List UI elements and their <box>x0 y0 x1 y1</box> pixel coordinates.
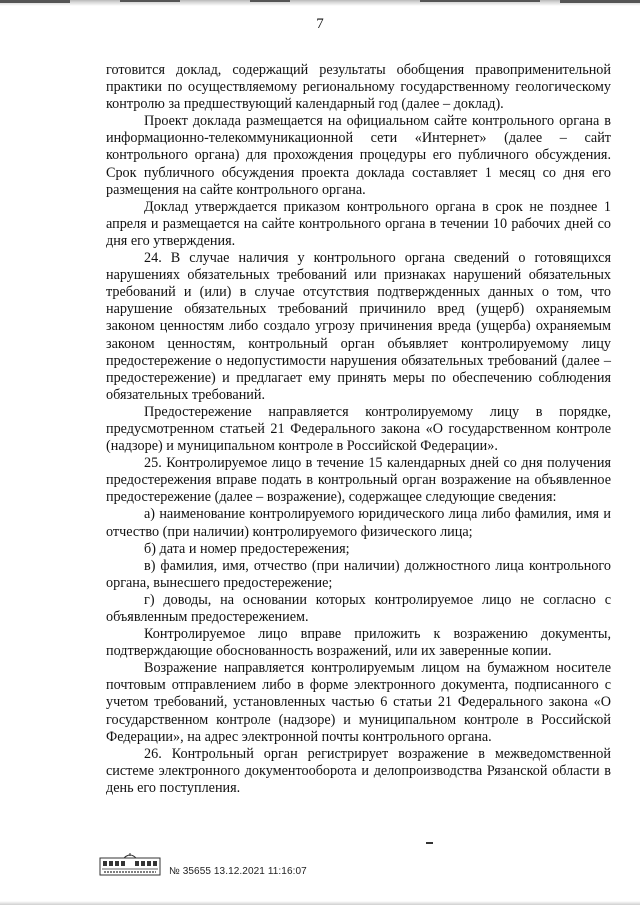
scan-bottom-edge <box>0 901 640 905</box>
scan-streak <box>420 0 540 2</box>
paragraph: готовится доклад, содержащий результаты обобщения правоприменительной практики по осуществляемому региональному государственному геологическому контролю за предшествующий календарный год (далее – доклад). <box>106 62 611 113</box>
page-number: 7 <box>316 16 324 32</box>
stray-mark <box>426 842 433 844</box>
list-item: в) фамилия, имя, отчество (при наличии) должностного лица контрольного органа, вынесшего предостережение; <box>106 557 611 591</box>
paragraph: Предостережение направляется контролируемому лицу в порядке, предусмотренном статьей 21 Федерального закона «О государственном контроле (надзоре) и муниципальном контроле в Российской Федерации». <box>106 403 611 455</box>
footer <box>99 852 359 882</box>
registry-stamp-icon <box>99 852 161 878</box>
paragraph: 24. В случае наличия у контрольного органа сведений о готовящихся нарушениях обязательных требований или признаках нарушений обязательных требований и (или) в случае отсутствия подтвержденных данных о том, что нарушение обязательных требований причинило вред (ущерб) охраняемым законом ценностям либо создало угрозу причинения вреда (ущерба) охраняемым законом ценностям, контрольный орган объявляет контролируемому лицу предостережение о недопустимости нарушения обязательных требований (далее – предостережение) и предлагает ему принять меры по обеспечению соблюдения обязательных требований. <box>106 250 611 403</box>
scan-streak <box>560 0 640 3</box>
paragraph: Доклад утверждается приказом контрольного органа в срок не позднее 1 апреля и размещается на сайте контрольного органа в течении 10 рабочих дней со дня его утверждения. <box>106 198 611 249</box>
list-item: б) дата и номер предостережения; <box>144 540 350 557</box>
scan-streak <box>120 0 180 2</box>
scan-streak <box>0 0 70 3</box>
paragraph: Контролируемое лицо вправе приложить к возражению документы, подтверждающие обоснованность возражений, или их заверенные копии. <box>106 626 611 660</box>
list-item: г) доводы, на основании которых контролируемое лицо не согласно с объявленным предостережением. <box>106 591 611 625</box>
scan-top-edge <box>0 0 640 6</box>
document-registration-stamp: № 35655 13.12.2021 11:16:07 <box>169 866 307 877</box>
paragraph: Возражение направляется контролируемым лицом на бумажном носителе почтовым отправлением либо в форме электронного документа, подписанного с учетом требований, установленных частью 6 статьи 21 Федерального закона «О государственном контроле (надзоре) и муниципальном контроле в Российской Федерации», на адрес электронной почты контрольного органа. <box>106 660 611 745</box>
paragraph: 25. Контролируемое лицо в течение 15 календарных дней со дня получения предостережения вправе подать в контрольный орган возражение на объявленное предостережение (далее – возражение), содержащее следующие сведения: <box>106 455 611 506</box>
scan-streak <box>250 0 290 2</box>
list-item: а) наименование контролируемого юридического лица либо фамилия, имя и отчество (при наличии) контролируемого физического лица; <box>106 506 611 540</box>
paragraph: 26. Контрольный орган регистрирует возражение в межведомственной системе электронного документооборота и делопроизводства Рязанской области в день его поступления. <box>106 745 611 796</box>
paragraph: Проект доклада размещается на официальном сайте контрольного органа в информационно-телекоммуникационной сети «Интернет» (далее – сайт контрольного органа) для прохождения процедуры его публичного обсуждения. Срок публичного обсуждения проекта доклада составляет 1 месяц со дня его размещения на сайте контрольного органа. <box>106 113 611 198</box>
document-body <box>106 62 611 797</box>
